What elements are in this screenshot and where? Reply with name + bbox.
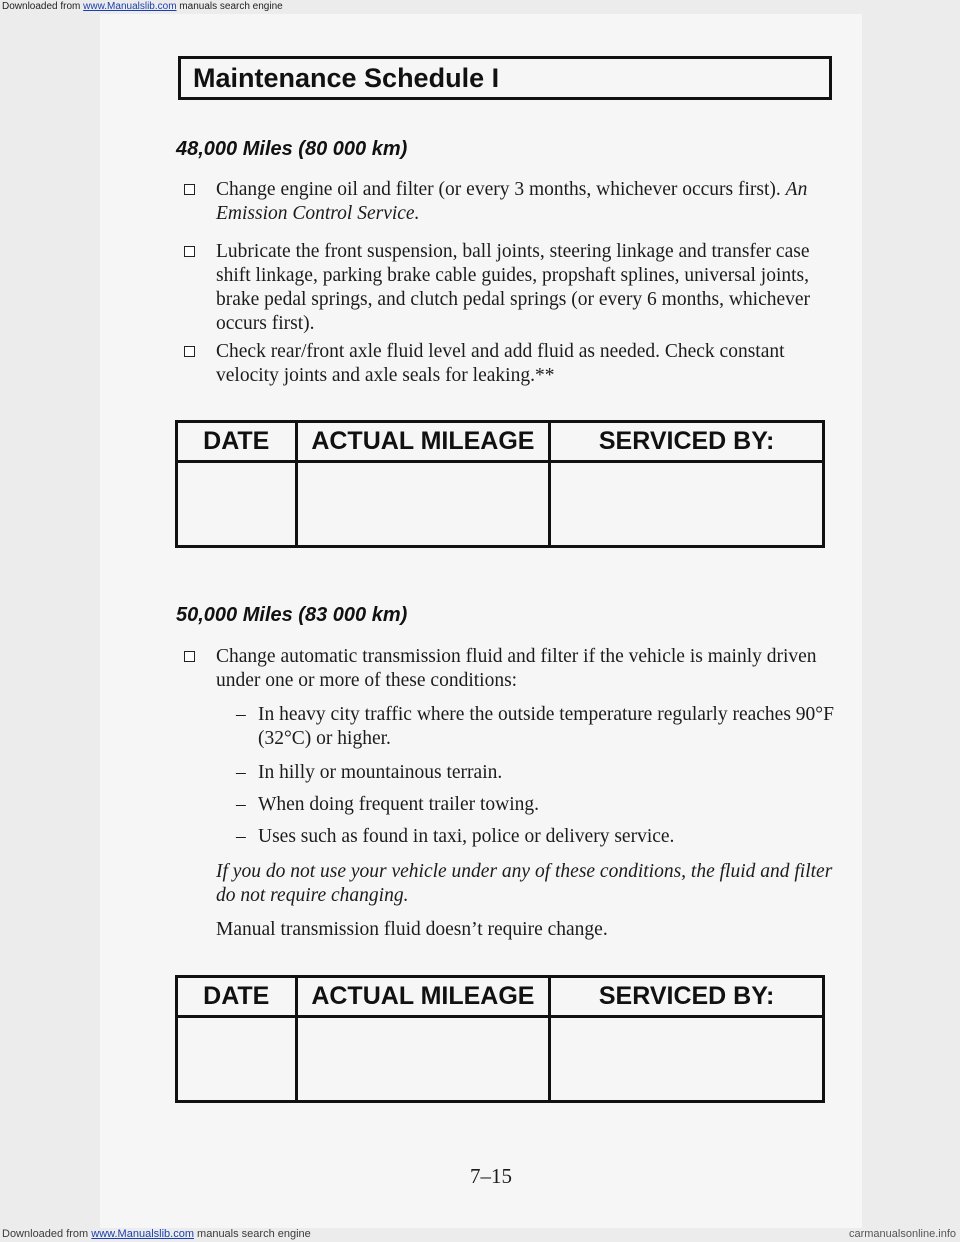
service-log-table-50000 (175, 975, 825, 1103)
checkbox-icon[interactable] (184, 184, 195, 195)
column-header-date: DATE (177, 422, 297, 462)
checkbox-icon[interactable] (184, 651, 195, 662)
checklist-item-lubricate (184, 240, 844, 336)
service-log-table-48000 (175, 420, 825, 548)
page-number: 7–15 (470, 1164, 512, 1188)
watermark-suffix: manuals search engine (176, 1, 283, 12)
table-header-row (177, 977, 824, 1017)
dash-bullet: – (236, 826, 246, 847)
checkbox-icon[interactable] (184, 246, 195, 257)
column-header-date: DATE (177, 977, 297, 1017)
table-row (177, 1017, 824, 1102)
condition-text: In hilly or mountainous terrain. (258, 762, 503, 783)
watermark-bottom-left: Downloaded from www.Manualslib.com manuals search engine (2, 1228, 311, 1240)
dash-bullet: – (236, 704, 246, 725)
table-row (177, 462, 824, 547)
column-header-actual-mileage: ACTUAL MILEAGE (296, 422, 550, 462)
mileage-entry-cell[interactable] (296, 462, 550, 547)
condition-text: When doing frequent trailer towing. (258, 794, 540, 815)
dash-bullet: – (236, 794, 246, 815)
serviced-by-entry-cell[interactable] (550, 1017, 824, 1102)
column-header-serviced-by: SERVICED BY: (550, 977, 824, 1017)
conditions-note: If you do not use your vehicle under any of these conditions, the fluid and filter do not require changing. (216, 861, 833, 906)
serviced-by-entry-cell[interactable] (550, 462, 824, 547)
condition-item (236, 703, 836, 751)
mileage-entry-cell[interactable] (296, 1017, 550, 1102)
download-watermark-top (0, 0, 960, 14)
condition-item (236, 761, 836, 785)
download-watermark-bottom (0, 1228, 960, 1242)
manual-transmission-note: Manual transmission fluid doesn’t require change. (216, 919, 608, 940)
condition-item (236, 793, 836, 817)
schedule-title: Maintenance Schedule I (193, 63, 500, 93)
checklist-item-text: Check rear/front axle fluid level and add fluid as needed. Check constant velocity joints and axle seals for leaking.** (216, 341, 785, 386)
date-entry-cell[interactable] (177, 1017, 297, 1102)
section-title-50000: 50,000 Miles (83 000 km) (176, 604, 408, 626)
carmanualsonline-watermark: carmanualsonline.info (848, 1228, 956, 1240)
checklist-item-oil-change (184, 178, 844, 226)
section-title-48000: 48,000 Miles (80 000 km) (176, 138, 408, 160)
checklist-item-axle-fluid (184, 340, 844, 388)
emission-control-note: An Emission Control Service. (216, 179, 808, 224)
watermark-prefix: Downloaded from (2, 1, 84, 12)
column-header-serviced-by: SERVICED BY: (550, 422, 824, 462)
dash-bullet: – (236, 762, 246, 783)
condition-item (236, 825, 836, 849)
checklist-item-text: Change automatic transmission fluid and filter if the vehicle is mainly driven under one or more of these conditions: (216, 646, 817, 691)
date-entry-cell[interactable] (177, 462, 297, 547)
condition-text: In heavy city traffic where the outside temperature regularly reaches 90°F (32°C) or higher. (258, 704, 834, 749)
checklist-item-text: Change engine oil and filter (or every 3 months, whichever occurs first). An Emission Control Service. (216, 179, 808, 224)
checklist-item-text: Lubricate the front suspension, ball joints, steering linkage and transfer case shift linkage, parking brake cable guides, propshaft splines, universal joints, brake pedal springs, and clutch pedal springs (or every 6 months, whichever occurs first). (216, 241, 811, 334)
column-header-actual-mileage: ACTUAL MILEAGE (296, 977, 550, 1017)
manualslib-link[interactable]: www.Manualslib.com (83, 1, 177, 12)
table-header-row (177, 422, 824, 462)
checkbox-icon[interactable] (184, 346, 195, 357)
checklist-item-transmission-fluid (184, 645, 844, 693)
schedule-header (178, 56, 832, 100)
manualslib-link[interactable]: www.Manualslib.com (91, 1228, 194, 1240)
condition-text: Uses such as found in taxi, police or delivery service. (258, 826, 675, 847)
